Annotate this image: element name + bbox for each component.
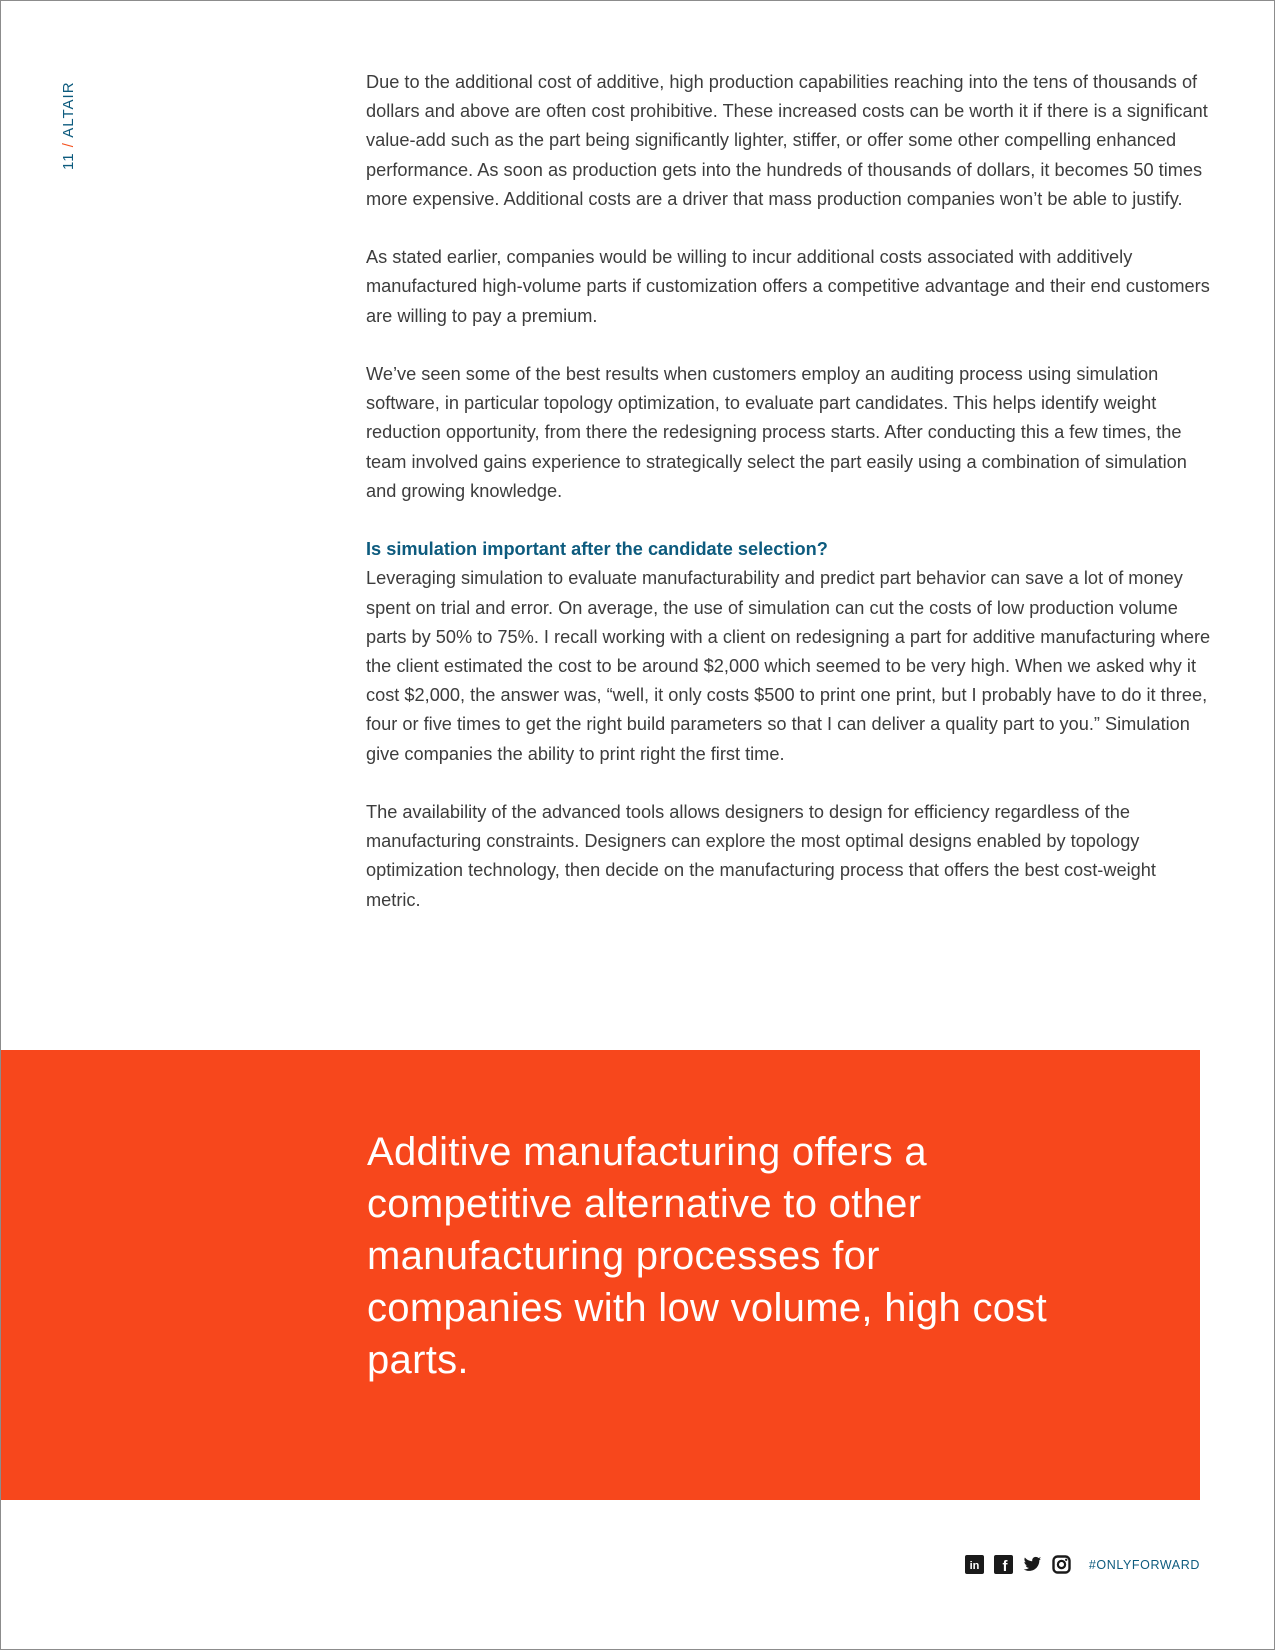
instagram-icon[interactable]	[1052, 1555, 1071, 1574]
paragraph: We’ve seen some of the best results when customers employ an auditing process using simulation software, in particular topology optimization, to evaluate part candidates. This helps identify weight reduction opportunity, from there the redesigning process starts. After conducting this a few times, the team involved gains experience to strategically select the part easily using a combination of simulation and growing knowledge.	[366, 364, 1187, 501]
facebook-icon[interactable]	[994, 1555, 1013, 1574]
pull-quote-banner	[1, 1050, 1200, 1500]
article-body	[366, 68, 1211, 944]
paragraph: Leveraging simulation to evaluate manufacturability and predict part behavior can save a lot of money spent on trial and error. On average, the use of simulation can cut the costs of low production volume parts by 50% to 75%. I recall working with a client on redesigning a part for additive manufacturing where the client estimated the cost to be around $2,000 which seemed to be very high. When we asked why it cost $2,000, the answer was, “well, it only costs $500 to print one print, but I probably have to do it three, four or five times to get the right build parameters so that I can deliver a quality part to you.” Simulation give companies the ability to print right the first time.	[366, 568, 1211, 764]
paragraph: The availability of the advanced tools allows designers to design for efficiency regardless of the manufacturing constraints. Designers can explore the most optimal designs enabled by topology optimization technology, then decide on the manufacturing process that offers the best cost-weight metric.	[366, 802, 1156, 910]
linkedin-icon[interactable]	[965, 1555, 984, 1574]
svg-text:in: in	[969, 1560, 980, 1572]
pull-quote: Additive manufacturing offers a competitive alternative to other manufacturing processes for companies with low volume, high cost parts.	[367, 1130, 1047, 1382]
brand-name: ALTAIR	[60, 81, 77, 138]
twitter-icon[interactable]	[1023, 1555, 1042, 1574]
hashtag-link[interactable]: #ONLYFORWARD	[1088, 1557, 1200, 1572]
svg-text:f: f	[1002, 1558, 1008, 1574]
page-number: 11	[60, 152, 77, 170]
section-heading: Is simulation important after the candidate selection?	[366, 539, 828, 560]
label-separator: /	[60, 142, 77, 148]
page-side-label	[60, 81, 77, 170]
paragraph: As stated earlier, companies would be willing to incur additional costs associated with additively manufactured high-volume parts if customization offers a competitive advantage and their end customers are willing to pay a premium.	[366, 247, 1210, 326]
paragraph: Due to the additional cost of additive, high production capabilities reaching into the tens of thousands of dollars and above are often cost prohibitive. These increased costs can be worth it if there is a significant value-add such as the part being significantly lighter, stiffer, or offer some other compelling enhanced performance. As soon as production gets into the hundreds of thousands of dollars, it becomes 50 times more expensive. Additional costs are a driver that mass production companies won’t be able to justify.	[366, 72, 1208, 209]
footer-social-bar	[965, 1555, 1200, 1574]
